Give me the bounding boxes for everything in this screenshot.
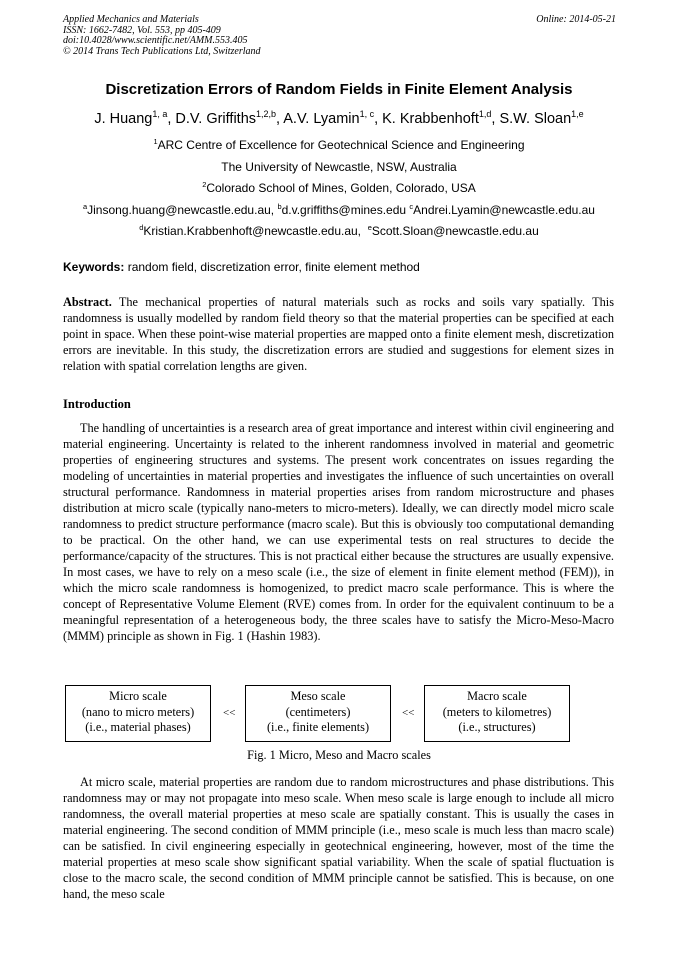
email-link[interactable]: Jinsong.huang@newcastle.edu.au, bbox=[87, 203, 275, 217]
macro-scale-box: Macro scale (meters to kilometres) (i.e., structures) bbox=[424, 685, 570, 742]
issn-line: ISSN: 1662-7482, Vol. 553, pp 405-409 bbox=[63, 24, 221, 36]
meso-scale-box: Meso scale (centimeters) (i.e., finite elements) bbox=[245, 685, 391, 742]
much-less-than-symbol: << bbox=[223, 707, 236, 719]
paper-title: Discretization Errors of Random Fields in Finite Element Analysis bbox=[105, 81, 573, 98]
author-name: J. Huang bbox=[94, 111, 153, 127]
affiliation-1-line2: The University of Newcastle, NSW, Australia bbox=[221, 160, 457, 174]
author-name: S.W. Sloan bbox=[499, 111, 572, 127]
author-sup: 1,e bbox=[571, 109, 584, 120]
intro-paragraph-1: The handling of uncertainties is a research area of great importance and interest within civil engineering and material engineering. Uncertainty is related to the inherent randomness involved in material and geometric properties of engineering structures and systems. The present work concentrates on issues regarding the modeling of uncertainties in material properties and investigates the influence of such uncertainties on overall structural performance. Randomness in material properties arises from random microstructure and phases distribution at micro scale (typically nano-meters to micro-meters). Ideally, we can directly model micro scale randomness to predict structure performance (macro scale). But this is obviously too computational demanding to be practical. On the other hand, we can use experimental tests on real structures to decide the performance/capacity of the structures. This is not practical either because the structures are usually expensive. In most cases, we have to rely on a meso scale (i.e., the size of element in finite element method (FEM)), in which the micro scale randomness is homogenized, to predict macro scale performance. This is where the concept of Representative Volume Element (RVE) comes from. In order for the equivalent continuum to be a meaningful representation of a heterogeneous body, the three scales have to satisfy the Micro-Meso-Macro (MMM) principle as shown in Fig. 1 (Hashin 1983). bbox=[63, 421, 614, 643]
keywords bbox=[63, 260, 420, 274]
section-heading-introduction: Introduction bbox=[63, 397, 131, 411]
online-date: Online: 2014-05-21 bbox=[536, 14, 616, 25]
copyright-line: © 2014 Trans Tech Publications Ltd, Switzerland bbox=[63, 45, 261, 57]
email-link[interactable]: Andrei.Lyamin@newcastle.edu.au bbox=[413, 203, 595, 217]
abstract bbox=[63, 294, 614, 374]
author-sup: 1, a bbox=[152, 109, 168, 120]
abstract-text: The mechanical properties of natural materials such as rocks and soils vary spatially. This randomness is usually modelled by random field theory so that the material properties can be specified at each point in space. When these point-wise material properties are mapped onto a finite element mesh, discretization errors are inevitable. In this study, the discretization errors are studied and suggestions for element sizes in relation with spatial correlation lengths are given. bbox=[63, 295, 614, 373]
author-sup: 1, c bbox=[359, 109, 375, 120]
author-sup: 1,d bbox=[478, 109, 492, 120]
keywords-label: Keywords: bbox=[63, 260, 125, 274]
email-line-1: $^a$Jinsong.huang@newcastle.edu.au, $^b$d.v.griffiths@mines.edu $^c$Andrei.Lyamin@newcastle.edu.au bbox=[83, 202, 595, 217]
author-name: D.V. Griffiths bbox=[175, 111, 257, 127]
author-sup: 1,2,b bbox=[256, 109, 276, 120]
email-line-2: $^d$Kristian.Krabbenhoft@newcastle.edu.au, $^e$Scott.Sloan@newcastle.edu.au bbox=[139, 223, 539, 238]
journal-header bbox=[63, 15, 261, 57]
much-less-than-symbol: << bbox=[402, 707, 415, 719]
email-link[interactable]: Scott.Sloan@newcastle.edu.au bbox=[371, 224, 539, 238]
doi-line: doi:10.4028/www.scientific.net/AMM.553.405 bbox=[63, 35, 248, 47]
intro-paragraph-2: At micro scale, material properties are random due to random microstructures and phase distributions. This randomness may or may not propagate into meso scale. When meso scale is large enough to include all micro randomness, the overall material properties at meso scale are spatially constant. This is usually the cases in material engineering. The second condition of MMM principle (i.e., meso scale is much less than macro scale) can be satisfied. In civil engineering especially in geotechnical engineering, however, most of the time the material properties at meso scale show significant spatial variability. When the scale of spatial fluctuation is close to the macro scale, the second condition of MMM principle cannot be satisfied. This is because, on one hand, the meso scale bbox=[63, 775, 614, 901]
email-link[interactable]: Kristian.Krabbenhoft@newcastle.edu.au, bbox=[143, 224, 362, 238]
affiliation-2: $^2$Colorado School of Mines, Golden, Colorado, USA bbox=[202, 180, 476, 195]
keywords-text: random field, discretization error, finite element method bbox=[127, 260, 420, 274]
micro-scale-box: Micro scale (nano to micro meters) (i.e., material phases) bbox=[65, 685, 211, 742]
author-list: J. Huang$^{1, a}$, D.V. Griffiths$^{1,2,b}$, A.V. Lyamin$^{1, c}$, K. Krabbenhoft$^{1,d}$, S.W. Sloan$^{1,e}$ bbox=[94, 109, 584, 127]
author-name: K. Krabbenhoft bbox=[382, 111, 479, 127]
email-link[interactable]: d.v.griffiths@mines.edu bbox=[281, 203, 407, 217]
abstract-label: Abstract. bbox=[63, 295, 112, 309]
figure-caption: Fig. 1 Micro, Meso and Macro scales bbox=[247, 748, 431, 762]
affiliation-1: $^1$ARC Centre of Excellence for Geotechnical Science and Engineering bbox=[153, 137, 525, 152]
author-name: A.V. Lyamin bbox=[283, 111, 360, 127]
journal-name: Applied Mechanics and Materials bbox=[63, 14, 199, 25]
